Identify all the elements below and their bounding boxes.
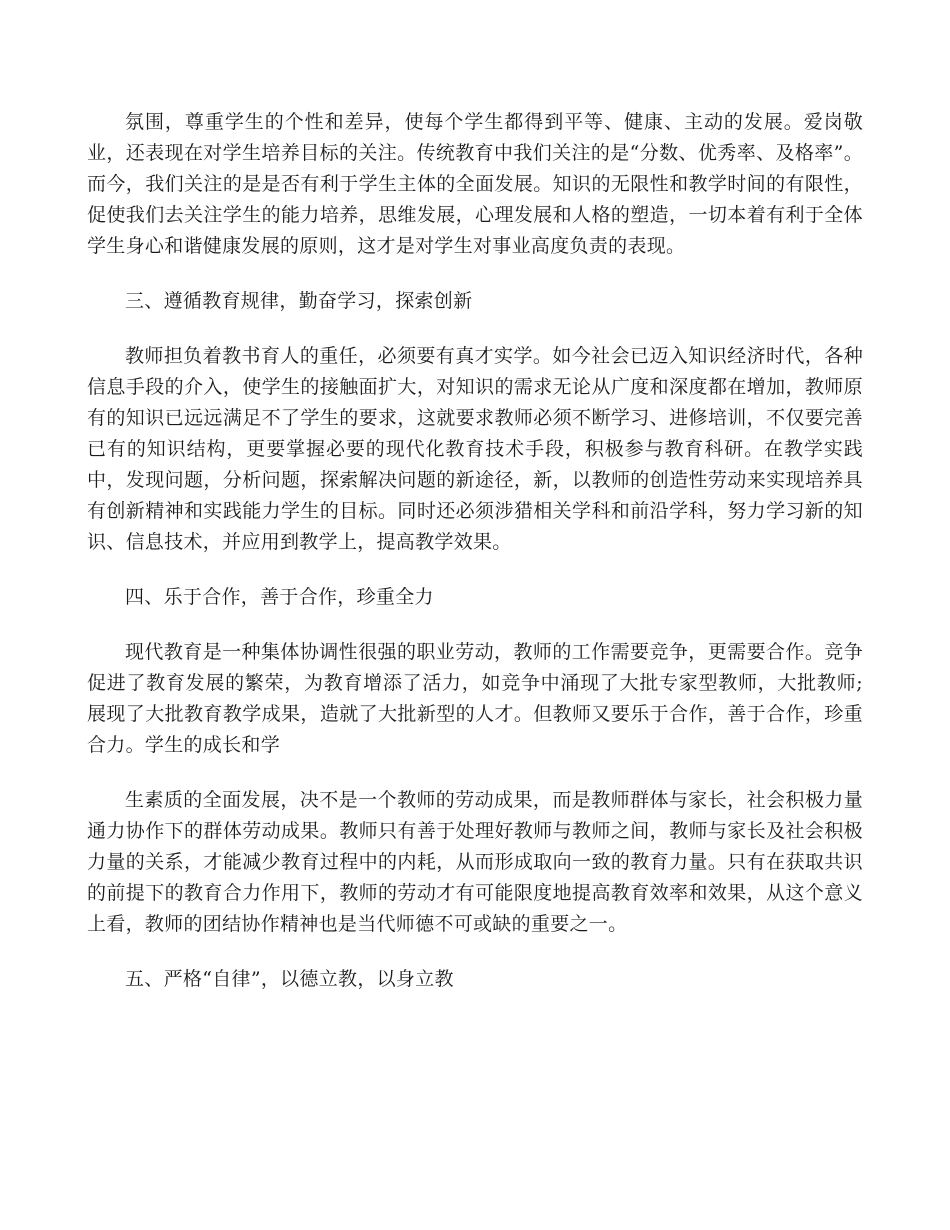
paragraph-1: 氛围，尊重学生的个性和差异，使每个学生都得到平等、健康、主动的发展。爱岗敬业，还表现在对学生培养目标的关注。传统教育中我们关注的是“分数、优秀率、及格率”。而今，我们关注的是是否有利于学生主体的全面发展。知识的无限性和教学时间的有限性，促使我们去关注学生的能力培养，思维发展，心理发展和人格的塑造，一切本着有利于全体学生身心和谐健康发展的原则，这才是对学生对事业高度负责的表现。 (87, 111, 863, 257)
paragraph-4: 生素质的全面发展，决不是一个教师的劳动成果，而是教师群体与家长，社会积极力量通力协作下的群体劳动成果。教师只有善于处理好教师与教师之间，教师与家长及社会积极力量的关系，才能减少教育过程中的内耗，从而形成取向一致的教育力量。只有在获取共识的前提下的教育合力作用下，教师的劳动才有可能限度地提高教育效率和效果，从这个意义上看，教师的团结协作精神也是当代师德不可或缺的重要之一。 (87, 789, 863, 935)
section-heading-4: 四、乐于合作，善于合作，珍重全力 (125, 586, 434, 608)
document-body (87, 107, 863, 1019)
section-heading-3: 三、遵循教育规律，勤奋学习，探索创新 (125, 290, 473, 312)
paragraph-3: 现代教育是一种集体协调性很强的职业劳动，教师的工作需要竞争，更需要合作。竞争促进了教育发展的繁荣，为教育增添了活力，如竞争中涌现了大批专家型教师，大批教师;展现了大批教育教学成果，造就了大批新型的人才。但教师又要乐于合作，善于合作，珍重合力。学生的成长和学 (87, 641, 863, 756)
section-heading-5: 五、严格“自律”，以德立教，以身立教 (125, 968, 454, 990)
paragraph-2: 教师担负着教书育人的重任，必须要有真才实学。如今社会已迈入知识经济时代，各种信息手段的介入，使学生的接触面扩大，对知识的需求无论从广度和深度都在增加，教师原有的知识已远远满足不了学生的要求，这就要求教师必须不断学习、进修培训，不仅要完善已有的知识结构，更要掌握必要的现代化教育技术手段，积极参与教育科研。在教学实践中，发现问题，分析问题，探索解决问题的新途径，新，以教师的创造性劳动来实现培养具有创新精神和实践能力学生的目标。同时还必须涉猎相关学科和前沿学科，努力学习新的知识、信息技术，并应用到教学上，提高教学效果。 (87, 345, 863, 553)
